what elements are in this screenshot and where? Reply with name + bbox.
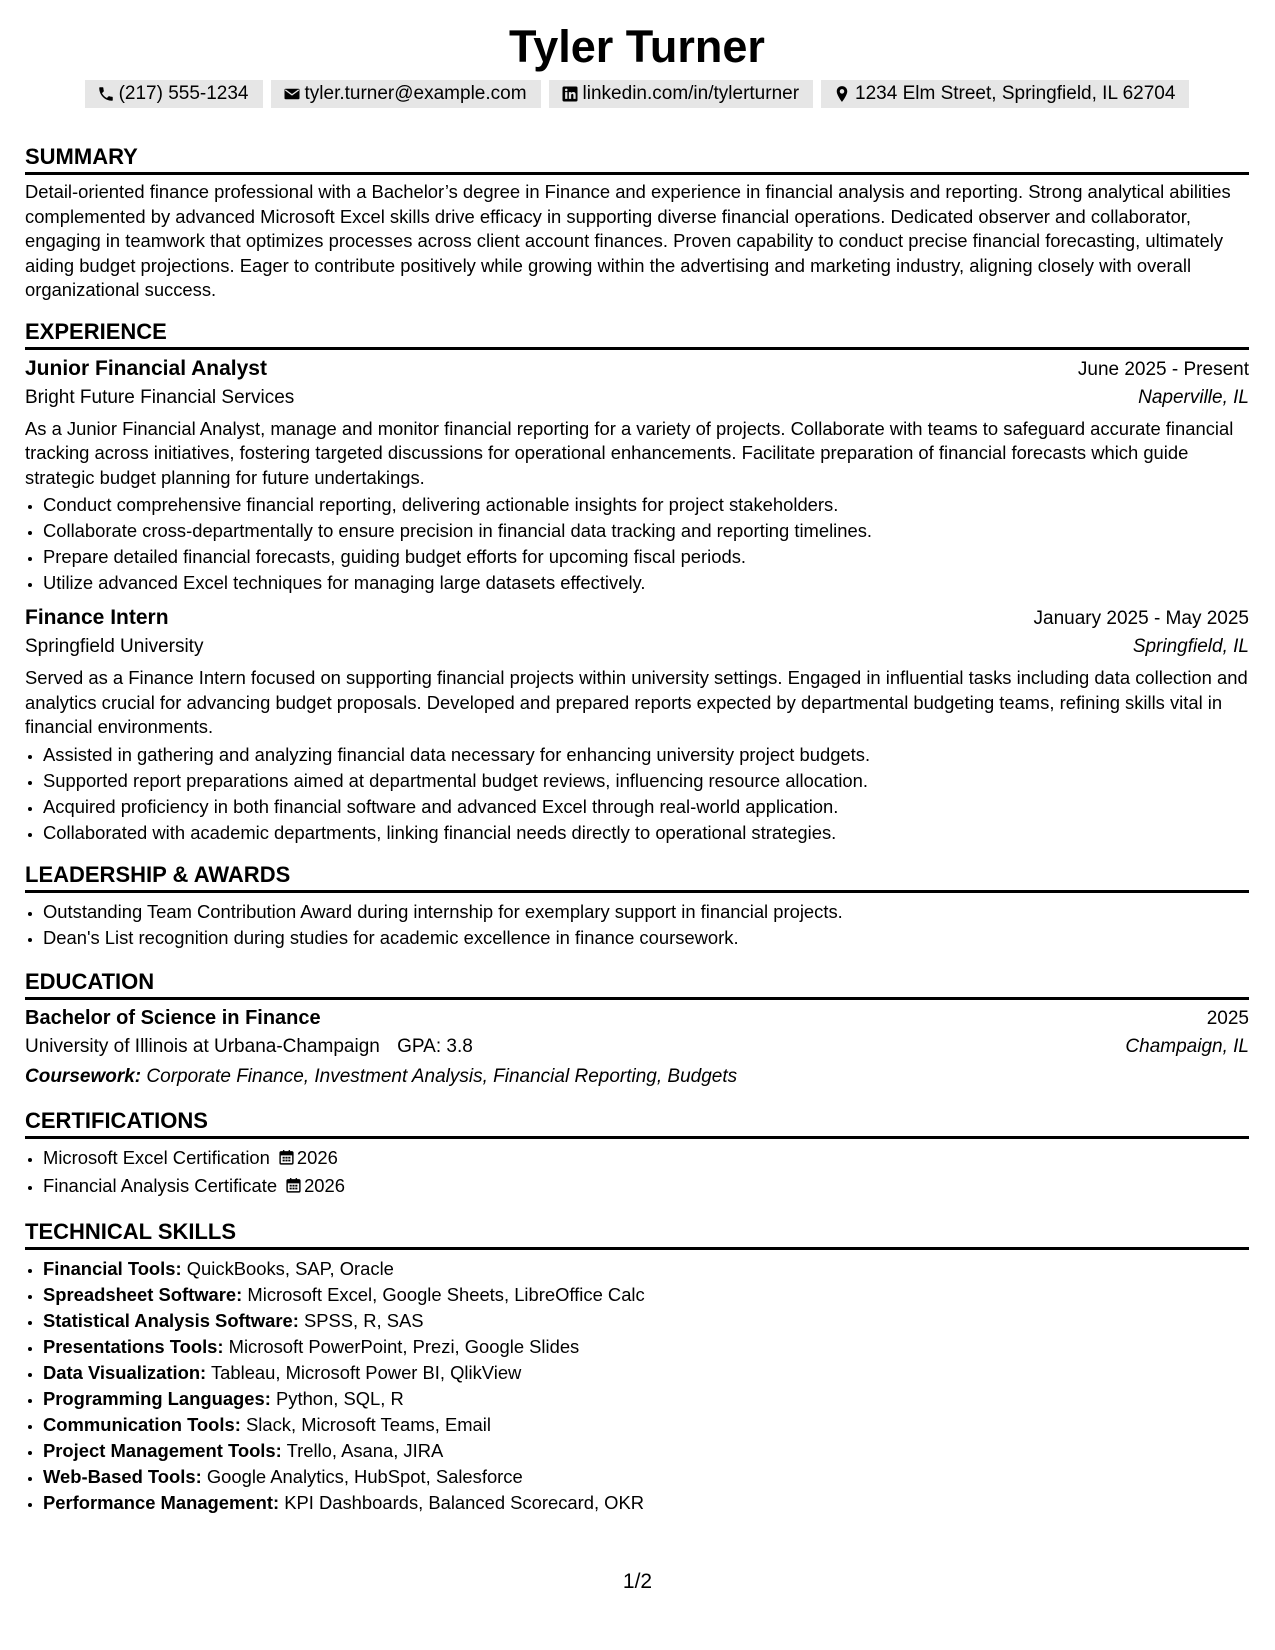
list-item: • Conduct comprehensive financial reporting, delivering actionable insights for project stakeholders. [43,492,1249,518]
cert-year: 2026 [296,1146,338,1168]
experience-section [25,317,1249,846]
awards-section [25,860,1249,951]
skill-label: Project Management Tools: [43,1439,282,1461]
skill-value: Trello, Asana, JIRA [286,1439,444,1461]
section-title-certifications: CERTIFICATIONS [25,1106,1249,1139]
list-item [43,1386,1249,1412]
section-title-education: EDUCATION [25,967,1249,1000]
list-item: • Acquired proficiency in both financial software and advanced Excel through real-world application. [43,794,1249,820]
coursework-label: Coursework: [25,1065,142,1087]
job-description: Served as a Finance Intern focused on supporting financial projects within university settings. Engaged in influential tasks including data collection and analytics crucial for advancing budget proposals. Developed and prepared reports expected by departmental budgeting teams, refining skills vital in financial environments. [25,667,1248,737]
skill-label: Communication Tools: [43,1413,241,1435]
skill-label: Performance Management: [43,1491,280,1513]
summary-text: Detail-oriented finance professional with a Bachelor’s degree in Finance and experience in financial analysis and reporting. Strong analytical abilities complemented by advanced Microsoft Excel skills drive efficacy in supporting diverse financial operations. Dedicated observer and collaborator, engaging in teamwork that optimizes processes across client account finances. Proven capability to conduct precise financial forecasting, ultimately aiding budget projections. Eager to contribute positively while growing within the advertising and marketing industry, aligning closely with overall organizational success. [25,181,1231,300]
map-marker-icon [833,85,851,103]
resume-name: Tyler Turner [509,21,765,72]
skill-value: Tableau, Microsoft Power BI, QlikView [210,1361,522,1383]
job-bullets [25,492,1249,596]
job-dates: January 2025 - May 2025 [1033,608,1249,629]
awards-list [25,899,1249,951]
job-bullets [25,742,1249,846]
list-item [43,1256,1249,1282]
experience-entry [25,606,1249,846]
skill-value: Slack, Microsoft Teams, Email [246,1413,491,1435]
list-item: • Collaborate cross-departmentally to ensure precision in financial data tracking and reporting timelines. [43,518,1249,544]
list-item [43,1308,1249,1334]
calendar-icon [278,1147,295,1173]
cert-name: Microsoft Excel Certification [43,1146,270,1168]
job-dates: June 2025 - Present [1077,358,1249,380]
job-description: As a Junior Financial Analyst, manage and monitor financial reporting for a variety of projects. Collaborate with teams to safeguard accurate financial tracking across initiatives, fostering targeted discussions for operational enhancements. Facilitate preparation of financial forecasts which guide strategic budget planning for future undertakings. [25,417,1234,488]
coursework [25,1066,1249,1088]
section-title-skills: TECHNICAL SKILLS [25,1217,1249,1250]
linkedin-icon [561,85,579,103]
skill-label: Financial Tools: [43,1257,182,1279]
skill-label: Web-Based Tools: [43,1465,202,1487]
skill-value: SPSS, R, SAS [303,1309,424,1331]
school-name: University of Illinois at Urbana-Champaign [25,1035,380,1057]
skill-label: Programming Languages: [43,1387,271,1409]
skill-label: Presentations Tools: [43,1335,224,1357]
email-text: tyler.turner@example.com [304,83,527,104]
phone-text: (217) 555-1234 [118,83,249,104]
job-title: Junior Financial Analyst [25,356,267,380]
list-item [43,1145,1249,1173]
envelope-icon [283,85,301,103]
phone-icon [97,85,115,103]
contact-email[interactable] [271,80,541,108]
list-item [43,1490,1249,1516]
skill-value: KPI Dashboards, Balanced Scorecard, OKR [284,1491,645,1513]
list-item [43,1412,1249,1438]
skill-label: Statistical Analysis Software: [43,1309,299,1331]
skill-value: Python, SQL, R [276,1387,404,1409]
summary-section [25,142,1249,303]
skills-section [25,1217,1249,1516]
list-item [43,1464,1249,1490]
calendar-icon [285,1175,302,1201]
education-section [25,967,1249,1088]
job-location: Naperville, IL [1138,386,1249,408]
experience-entry [25,357,1249,597]
list-item [43,1334,1249,1360]
coursework-list: Corporate Finance, Investment Analysis, Financial Reporting, Budgets [146,1065,738,1087]
list-item [43,1282,1249,1308]
list-item: • Outstanding Team Contribution Award during internship for exemplary support in financial projects. [43,899,1249,925]
list-item: • Dean's List recognition during studies for academic excellence in finance coursework. [43,925,1249,951]
job-company: Springfield University [25,636,204,657]
skill-label: Spreadsheet Software: [43,1283,243,1305]
skill-value: Google Analytics, HubSpot, Salesforce [206,1465,523,1487]
skill-value: QuickBooks, SAP, Oracle [186,1257,394,1279]
list-item: • Utilize advanced Excel techniques for managing large datasets effectively. [43,570,1249,596]
section-title-experience: EXPERIENCE [25,317,1249,350]
list-item: • Collaborated with academic departments, linking financial needs directly to operational strategies. [43,820,1249,846]
list-item [43,1173,1249,1201]
job-company: Bright Future Financial Services [25,386,295,408]
list-item: • Supported report preparations aimed at departmental budget reviews, influencing resource allocation. [43,768,1249,794]
section-title-summary: SUMMARY [25,142,1249,175]
resume-page [25,0,1249,1516]
skill-label: Data Visualization: [43,1361,207,1383]
section-title-awards: LEADERSHIP & AWARDS [25,860,1249,893]
certifications-section [25,1106,1249,1201]
contact-bar [25,80,1249,108]
skill-value: Microsoft Excel, Google Sheets, LibreOffice Calc [247,1283,645,1305]
contact-address[interactable] [821,80,1189,108]
list-item: • Prepare detailed financial forecasts, guiding budget efforts for upcoming fiscal periods. [43,544,1249,570]
graduation-year: 2025 [1206,1007,1249,1029]
school-location: Champaign, IL [1125,1035,1249,1057]
cert-name: Financial Analysis Certificate [43,1174,278,1196]
list-item [43,1438,1249,1464]
gpa: GPA: 3.8 [397,1035,473,1057]
linkedin-text: linkedin.com/in/tylerturner [582,83,800,104]
degree-title: Bachelor of Science in Finance [25,1006,321,1029]
job-title: Finance Intern [25,606,169,629]
cert-year: 2026 [304,1174,345,1196]
address-text: 1234 Elm Street, Springfield, IL 62704 [855,83,1176,104]
job-location: Springfield, IL [1132,636,1249,657]
list-item [43,1360,1249,1386]
certifications-list [25,1145,1249,1201]
skill-value: Microsoft PowerPoint, Prezi, Google Slides [228,1335,580,1357]
page-number: 1/2 [622,1570,653,1593]
contact-phone[interactable] [85,80,263,108]
skills-list [25,1256,1249,1516]
list-item: • Assisted in gathering and analyzing financial data necessary for enhancing university project budgets. [43,742,1249,768]
contact-linkedin[interactable] [549,80,813,108]
